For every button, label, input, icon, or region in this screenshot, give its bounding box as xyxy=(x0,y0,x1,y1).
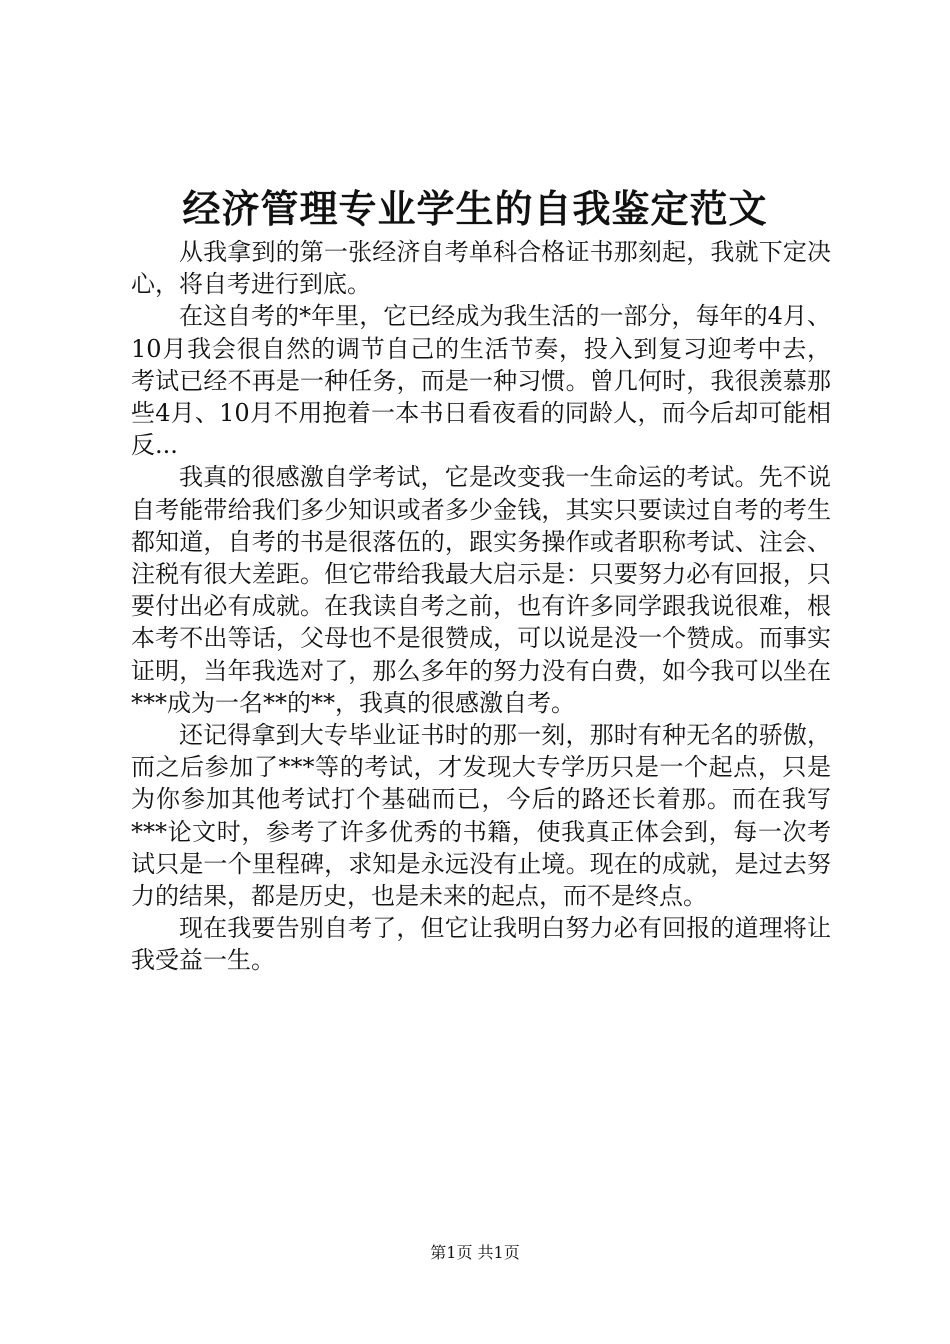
document-title: 经济管理专业学生的自我鉴定范文 xyxy=(182,187,768,231)
page-footer: 第1页 共1页 xyxy=(430,1243,520,1262)
document-body xyxy=(131,236,831,977)
paragraph-3: 我真的很感激自学考试，它是改变我一生命运的考试。先不说自考能带给我们多少知识或者多少金钱，其实只要读过自考的考生都知道，自考的书是很落伍的，跟实务操作或者职称考试、注会、注税有很大差距。但它带给我最大启示是：只要努力必有回报，只要付出必有成就。在我读自考之前，也有许多同学跟我说很难，根本考不出等话，父母也不是很赞成，可以说是没一个赞成。而事实证明，当年我选对了，那么多年的努力没有白费，如今我可以坐在***成为一名**的**，我真的很感激自考。 xyxy=(131,463,831,717)
paragraph-4: 还记得拿到大专毕业证书时的那一刻，那时有种无名的骄傲，而之后参加了***等的考试，才发现大专学历只是一个起点，只是为你参加其他考试打个基础而已，今后的路还长着那。而在我写***论文时，参考了许多优秀的书籍，使我真正体会到，每一次考试只是一个里程碑，求知是永远没有止境。现在的成就，是过去努力的结果，都是历史，也是未来的起点，而不是终点。 xyxy=(131,721,831,911)
paragraph-5: 现在我要告别自考了，但它让我明白努力必有回报的道理将让我受益一生。 xyxy=(131,914,831,975)
paragraph-2: 在这自考的*年里，它已经成为我生活的一部分，每年的4月、10月我会很自然的调节自己的生活节奏，投入到复习迎考中去，考试已经不再是一种任务，而是一种习惯。曾几何时，我很羡慕那些4月、10月不用抱着一本书日看夜看的同龄人，而今后却可能相反... xyxy=(131,302,831,460)
paragraph-1: 从我拿到的第一张经济自考单科合格证书那刻起，我就下定决心，将自考进行到底。 xyxy=(131,238,831,299)
